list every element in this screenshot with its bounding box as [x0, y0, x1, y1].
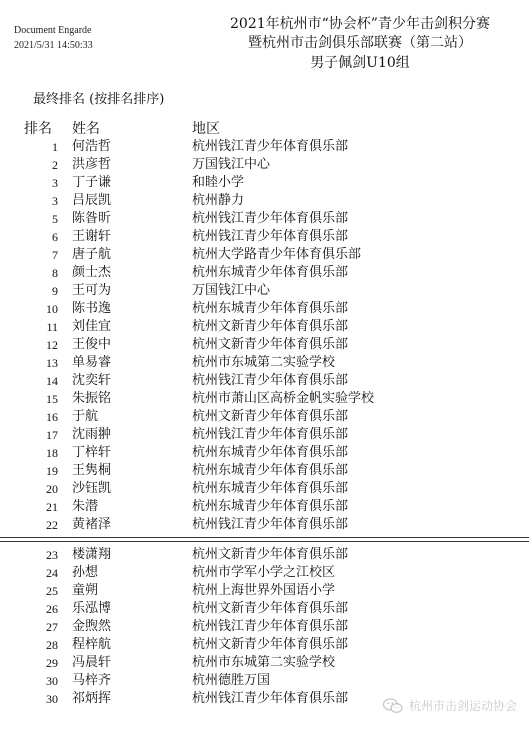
name-cell: 沙钰凯 [72, 481, 112, 496]
table-row [0, 444, 529, 462]
rank-cell: 8 [52, 266, 58, 280]
name-cell: 金煦然 [72, 619, 112, 634]
table-row [0, 564, 529, 582]
rank-cell: 2 [52, 158, 58, 172]
region-cell: 杭州上海世界外国语小学 [192, 583, 336, 598]
name-cell: 于航 [72, 409, 99, 424]
table-row [0, 654, 529, 672]
region-cell: 杭州钱江青少年体育俱乐部 [192, 211, 349, 226]
name-cell: 陈昝昕 [72, 211, 112, 226]
column-header-rank: 排名 [24, 121, 52, 137]
table-row [0, 354, 529, 372]
table-row [0, 174, 529, 192]
ranking-caption: 最终排名 (按排名排序) [33, 92, 165, 107]
rank-cell: 13 [46, 356, 58, 370]
rank-cell: 29 [46, 656, 58, 670]
region-cell: 万国钱江中心 [192, 283, 271, 298]
rank-cell: 3 [52, 194, 58, 208]
region-cell: 杭州市东城第二实验学校 [192, 355, 336, 370]
region-cell: 杭州德胜万国 [192, 673, 271, 688]
name-cell: 楼潇翔 [72, 547, 112, 562]
rank-cell: 24 [46, 566, 58, 580]
region-cell: 杭州文新青少年体育俱乐部 [192, 547, 349, 562]
table-row [0, 156, 529, 174]
watermark [383, 697, 517, 714]
rank-cell: 25 [46, 584, 58, 598]
table-row [0, 372, 529, 390]
table-row [0, 600, 529, 618]
region-cell: 杭州东城青少年体育俱乐部 [192, 265, 349, 280]
table-row [0, 582, 529, 600]
name-cell: 丁梓轩 [72, 445, 112, 460]
region-cell: 杭州东城青少年体育俱乐部 [192, 301, 349, 316]
table-row [0, 636, 529, 654]
region-cell: 杭州东城青少年体育俱乐部 [192, 463, 349, 478]
region-cell: 杭州市萧山区高桥金帆实验学校 [192, 391, 375, 406]
rank-cell: 23 [46, 548, 58, 562]
name-cell: 童朔 [72, 583, 99, 598]
table-row [0, 498, 529, 516]
table-row [0, 336, 529, 354]
rank-cell: 21 [46, 500, 58, 514]
region-cell: 杭州东城青少年体育俱乐部 [192, 481, 349, 496]
rank-cell: 3 [52, 176, 58, 190]
region-cell: 杭州市学军小学之江校区 [192, 565, 336, 580]
region-cell: 杭州钱江青少年体育俱乐部 [192, 229, 349, 244]
table-row [0, 618, 529, 636]
table-row [0, 426, 529, 444]
name-cell: 朱振铭 [72, 391, 112, 406]
rank-cell: 15 [46, 392, 58, 406]
rank-cell: 11 [46, 320, 58, 334]
table-row [0, 546, 529, 564]
region-cell: 和睦小学 [192, 175, 245, 190]
region-cell: 杭州文新青少年体育俱乐部 [192, 319, 349, 334]
event-subtitle: 暨杭州市击剑俱乐部联赛（第二站） [248, 35, 472, 51]
region-cell: 杭州市东城第二实验学校 [192, 655, 336, 670]
region-cell: 杭州文新青少年体育俱乐部 [192, 337, 349, 352]
rank-cell: 18 [46, 446, 58, 460]
event-title: 2021年杭州市“协会杯”青少年击剑积分赛 [230, 16, 490, 32]
name-cell: 冯晨轩 [72, 655, 112, 670]
name-cell: 王俊中 [72, 337, 112, 352]
name-cell: 黄褚泽 [72, 517, 112, 532]
table-row [0, 210, 529, 228]
ranking-table-bottom [0, 546, 529, 708]
rank-cell: 27 [46, 620, 58, 634]
region-cell: 万国钱江中心 [192, 157, 271, 172]
rank-cell: 16 [46, 410, 58, 424]
name-cell: 王可为 [72, 283, 112, 298]
column-header-name: 姓名 [72, 121, 100, 137]
region-cell: 杭州钱江青少年体育俱乐部 [192, 517, 349, 532]
region-cell: 杭州文新青少年体育俱乐部 [192, 409, 349, 424]
ranking-table-top [0, 138, 529, 534]
name-cell: 单易睿 [72, 355, 112, 370]
name-cell: 沈雨翀 [72, 427, 112, 442]
name-cell: 丁子谦 [72, 175, 112, 190]
rank-cell: 14 [46, 374, 58, 388]
name-cell: 程梓航 [72, 637, 112, 652]
name-cell: 吕辰凯 [72, 193, 112, 208]
rank-cell: 22 [46, 518, 58, 532]
rank-cell: 6 [52, 230, 58, 244]
cutoff-line-bottom [0, 541, 529, 542]
table-row [0, 516, 529, 534]
rank-cell: 10 [46, 302, 58, 316]
column-header-region: 地区 [192, 121, 220, 137]
cutoff-line-top [0, 537, 529, 538]
name-cell: 颜士杰 [72, 265, 112, 280]
region-cell: 杭州文新青少年体育俱乐部 [192, 637, 349, 652]
table-row [0, 228, 529, 246]
table-row [0, 672, 529, 690]
name-cell: 王谢轩 [72, 229, 112, 244]
watermark-text: 杭州市击剑运动协会 [408, 699, 517, 713]
rank-cell: 9 [52, 284, 58, 298]
document-brand: Document Engarde [14, 25, 92, 36]
rank-cell: 28 [46, 638, 58, 652]
document-timestamp: 2021/5/31 14:50:33 [14, 40, 93, 51]
name-cell: 祁炳挥 [72, 691, 112, 706]
rank-cell: 19 [46, 464, 58, 478]
table-row [0, 138, 529, 156]
name-cell: 马梓齐 [72, 673, 112, 688]
rank-cell: 7 [52, 248, 58, 262]
table-row [0, 264, 529, 282]
table-row [0, 408, 529, 426]
rank-cell: 30 [46, 674, 58, 688]
rank-cell: 26 [46, 602, 58, 616]
region-cell: 杭州钱江青少年体育俱乐部 [192, 139, 349, 154]
wechat-icon [383, 698, 403, 714]
event-category: 男子佩剑U10组 [310, 55, 410, 71]
table-row [0, 318, 529, 336]
name-cell: 乐泓博 [72, 601, 112, 616]
rank-cell: 1 [52, 140, 58, 154]
region-cell: 杭州东城青少年体育俱乐部 [192, 445, 349, 460]
table-row [0, 462, 529, 480]
name-cell: 刘佳宜 [72, 319, 112, 334]
name-cell: 王隽桐 [72, 463, 112, 478]
rank-cell: 5 [52, 212, 58, 226]
region-cell: 杭州静力 [192, 193, 245, 208]
table-row [0, 282, 529, 300]
table-row [0, 246, 529, 264]
table-row [0, 480, 529, 498]
name-cell: 沈奕轩 [72, 373, 112, 388]
region-cell: 杭州大学路青少年体育俱乐部 [192, 247, 362, 262]
name-cell: 唐子航 [72, 247, 112, 262]
rank-cell: 30 [46, 692, 58, 706]
rank-cell: 12 [46, 338, 58, 352]
name-cell: 何浩哲 [72, 139, 112, 154]
rank-cell: 17 [46, 428, 58, 442]
table-row [0, 300, 529, 318]
name-cell: 洪彦哲 [72, 157, 112, 172]
name-cell: 朱潜 [72, 499, 99, 514]
name-cell: 陈书逸 [72, 301, 112, 316]
region-cell: 杭州文新青少年体育俱乐部 [192, 601, 349, 616]
region-cell: 杭州钱江青少年体育俱乐部 [192, 427, 349, 442]
table-row [0, 192, 529, 210]
rank-cell: 20 [46, 482, 58, 496]
region-cell: 杭州钱江青少年体育俱乐部 [192, 373, 349, 388]
region-cell: 杭州钱江青少年体育俱乐部 [192, 619, 349, 634]
region-cell: 杭州东城青少年体育俱乐部 [192, 499, 349, 514]
table-row [0, 390, 529, 408]
name-cell: 孙想 [72, 565, 99, 580]
region-cell: 杭州钱江青少年体育俱乐部 [192, 691, 349, 706]
